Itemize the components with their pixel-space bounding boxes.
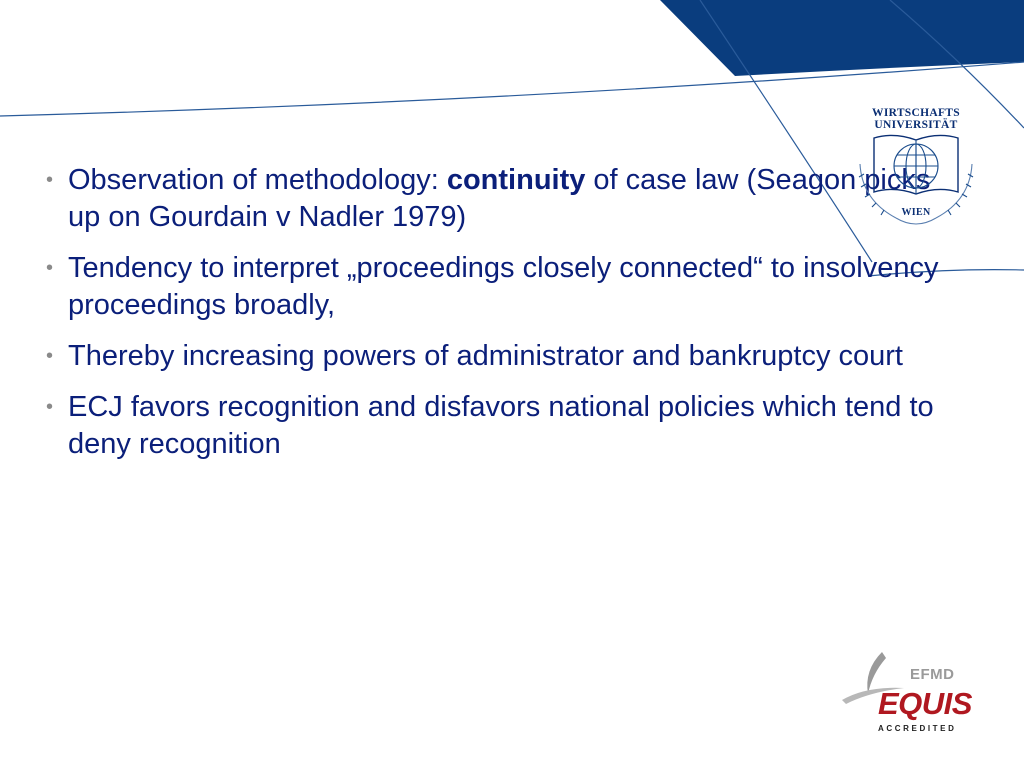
bullet-item xyxy=(46,250,946,324)
equis-logo xyxy=(838,648,970,738)
bullet-text: Thereby increasing powers of administrator and bankruptcy court xyxy=(68,340,903,372)
bullet-text: Tendency to interpret „proceedings closely connected“ to insolvency proceedings broadly, xyxy=(68,252,939,321)
bullet-text: ECJ favors recognition and disfavors national policies which tend to deny recognition xyxy=(68,391,934,460)
wu-logo xyxy=(846,104,986,239)
bullet-item xyxy=(46,162,946,236)
wu-logo-line1: WIRTSCHAFTS xyxy=(872,107,960,119)
header-blue-band xyxy=(660,0,1024,76)
bullet-bold-text: continuity xyxy=(446,164,586,196)
efmd-label: EFMD xyxy=(910,666,955,683)
bullet-text-after: of case law (Seagon picks up on Gourdain v Nadler 1979) xyxy=(68,164,931,233)
wu-logo-city: WIEN xyxy=(901,207,931,218)
wu-logo-line2: UNIVERSITÄT xyxy=(874,119,958,131)
equis-label: EQUIS xyxy=(878,686,972,721)
bullet-item xyxy=(46,389,946,463)
bullet-item xyxy=(46,338,946,375)
accredited-label: ACCREDITED xyxy=(878,724,957,733)
bullet-list xyxy=(46,162,946,477)
bullet-text: Observation of methodology: xyxy=(68,164,447,196)
